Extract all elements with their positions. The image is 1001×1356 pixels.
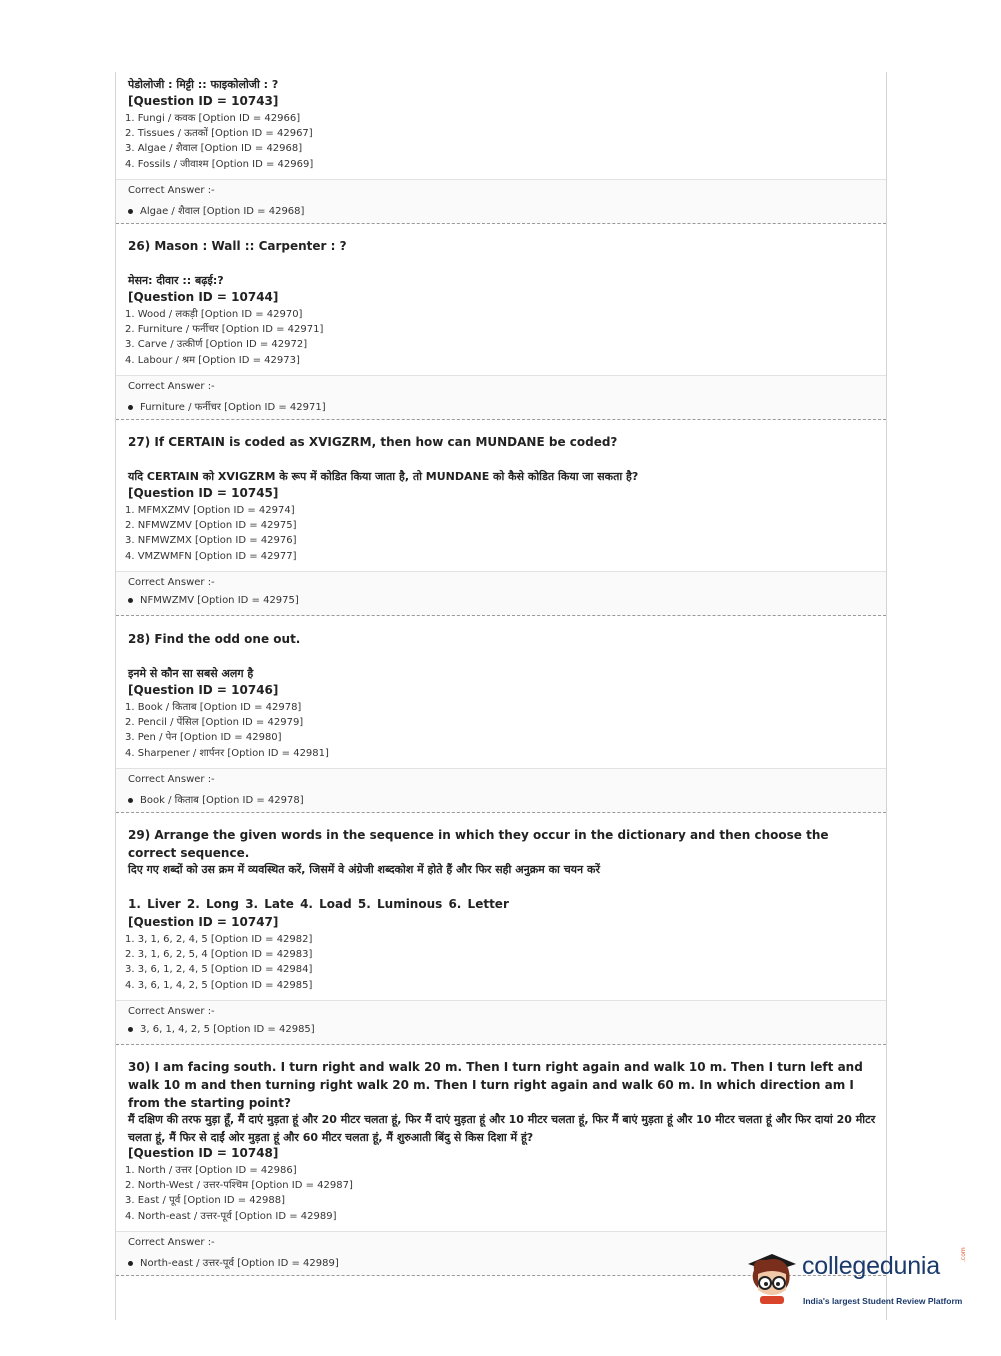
correct-answer-value: NFMWZMV [Option ID = 42975]: [128, 595, 299, 606]
correct-answer-label: Correct Answer :-: [128, 185, 215, 196]
correct-answer-box: [116, 375, 886, 420]
bullet-icon: [128, 798, 133, 803]
correct-answer-box: [116, 179, 886, 224]
question-english: 28) Find the odd one out.: [128, 632, 301, 646]
option-item: 3. East / पूर्व [Option ID = 42988]: [125, 1195, 285, 1207]
option-item: 1. North / उत्तर [Option ID = 42986]: [125, 1165, 297, 1176]
question-hindi: मेसन: दीवार :: बढ़ई:?: [128, 274, 224, 287]
option-item: 4. Fossils / जीवाश्म [Option ID = 42969]: [125, 158, 314, 170]
correct-answer-box: [116, 1000, 886, 1045]
bullet-icon: [128, 1261, 133, 1266]
correct-answer-value: 3, 6, 1, 4, 2, 5 [Option ID = 42985]: [128, 1024, 315, 1035]
option-item: 3. Algae / शैवाल [Option ID = 42968]: [125, 143, 303, 155]
mascot-icon: [742, 1250, 802, 1310]
option-item: 4. VMZWMFN [Option ID = 42977]: [125, 550, 297, 562]
options-list: [125, 932, 312, 993]
brand-suffix: .com: [960, 1247, 967, 1262]
question-english: 26) Mason : Wall :: Carpenter : ?: [128, 239, 347, 253]
correct-answer-label: Correct Answer :-: [128, 774, 215, 785]
section-divider: [116, 812, 886, 813]
question-hindi: मैं दक्षिण की तरफ मुड़ा हूँ, मैं दाएं मुड़ता हूं और 20 मीटर चलता हूं, फिर मैं दाएं मुड़ता हूं और 10 मीटर चलता हूं, फिर मैं बाएं मुड़ता हूं और 10 मीटर चलता हूं और फिर दायां 20 मीटर चलता हूं, मैं फिर से दाईं ओर मुड़ता हूं और 60 मीटर चलता हूं, मैं शुरुआती बिंदु से किस दिशा में हूं?: [128, 1113, 876, 1144]
question-english: 29) Arrange the given words in the sequence in which they occur in the dictionary and then choose the correct sequence.: [128, 828, 829, 860]
question-hindi: यदि CERTAIN को XVIGZRM के रूप में कोडित किया जाता है, तो MUNDANE को कैसे कोडित किया जा सकता है?: [128, 470, 639, 483]
correct-answer-value: Book / किताब [Option ID = 42978]: [128, 792, 304, 806]
options-list: [125, 503, 297, 564]
options-list: [125, 307, 323, 368]
question-id: [Question ID = 10746]: [128, 683, 279, 697]
correct-answer-value: Algae / शैवाल [Option ID = 42968]: [128, 203, 304, 217]
correct-answer-value: North-east / उत्तर-पूर्व [Option ID = 42989]: [128, 1255, 339, 1269]
question-hindi: इनमे से कौन सा सबसे अलग है: [128, 667, 254, 680]
bullet-icon: [128, 1027, 133, 1032]
option-item: 2. NFMWZMV [Option ID = 42975]: [125, 520, 297, 532]
option-item: 1. Wood / लकड़ी [Option ID = 42970]: [125, 309, 303, 320]
section-divider: [116, 419, 886, 420]
section-divider: [116, 223, 886, 224]
option-item: 2. Tissues / ऊतकों [Option ID = 42967]: [125, 128, 313, 140]
question-english: 30) I am facing south. I turn right and walk 20 m. Then I turn right again and walk 10 m. Then I turn left and walk 10 m and then turning right walk 20 m. Then I turn right again and walk 60 m. In which direction am I from the starting point?: [128, 1060, 863, 1110]
question-english: 27) If CERTAIN is coded as XVIGZRM, then how can MUNDANE be coded?: [128, 435, 618, 449]
option-item: 2. Pencil / पेंसिल [Option ID = 42979]: [125, 717, 304, 729]
collegedunia-logo: [742, 1247, 972, 1312]
question-id: [Question ID = 10748]: [128, 1146, 279, 1160]
option-item: 2. 3, 1, 6, 2, 5, 4 [Option ID = 42983]: [125, 949, 313, 961]
option-item: 1. Fungi / कवक [Option ID = 42966]: [125, 113, 301, 124]
word-list: 1. Liver 2. Long 3. Late 4. Load 5. Luminous 6. Letter: [128, 897, 509, 911]
option-item: 4. 3, 6, 1, 4, 2, 5 [Option ID = 42985]: [125, 979, 313, 991]
correct-answer-label: Correct Answer :-: [128, 577, 215, 588]
option-item: 3. Carve / उत्कीर्ण [Option ID = 42972]: [125, 339, 308, 351]
section-divider: [116, 1044, 886, 1045]
option-item: 3. 3, 6, 1, 2, 4, 5 [Option ID = 42984]: [125, 964, 313, 976]
option-item: 1. MFMXZMV [Option ID = 42974]: [125, 505, 295, 516]
question-hindi: पेडोलोजी : मिट्टी :: फाइकोलोजी : ?: [128, 78, 279, 91]
option-item: 3. NFMWZMX [Option ID = 42976]: [125, 535, 297, 547]
brand-name: collegedunia: [802, 1252, 940, 1280]
correct-answer-box: [116, 768, 886, 813]
bullet-icon: [128, 209, 133, 214]
question-hindi: दिए गए शब्दों को उस क्रम में व्यवस्थित करें, जिसमें वे अंग्रेजी शब्दकोश में होते हैं और फिर सही अनुक्रम का चयन करें: [128, 863, 600, 876]
question-id: [Question ID = 10747]: [128, 915, 279, 929]
option-item: 4. North-east / उत्तर-पूर्व [Option ID = 42989]: [125, 1210, 337, 1222]
correct-answer-label: Correct Answer :-: [128, 381, 215, 392]
option-item: 1. 3, 1, 6, 2, 4, 5 [Option ID = 42982]: [125, 934, 313, 945]
option-item: 1. Book / किताब [Option ID = 42978]: [125, 702, 302, 713]
correct-answer-label: Correct Answer :-: [128, 1006, 215, 1017]
option-item: 4. Sharpener / शार्पनर [Option ID = 42981]: [125, 747, 329, 759]
bullet-icon: [128, 598, 133, 603]
question-id: [Question ID = 10743]: [128, 94, 279, 108]
options-list: [125, 1163, 353, 1224]
brand-tagline: India's largest Student Review Platform: [803, 1296, 963, 1306]
option-item: 3. Pen / पेन [Option ID = 42980]: [125, 732, 282, 744]
bullet-icon: [128, 405, 133, 410]
question-id: [Question ID = 10744]: [128, 290, 279, 304]
option-item: 2. Furniture / फर्नीचर [Option ID = 42971]: [125, 324, 324, 336]
section-divider: [116, 615, 886, 616]
correct-answer-box: [116, 571, 886, 616]
options-list: [125, 700, 329, 761]
option-item: 2. North-West / उत्तर-पश्चिम [Option ID = 42987]: [125, 1180, 353, 1192]
document-page: [115, 72, 887, 1320]
options-list: [125, 111, 313, 172]
option-item: 4. Labour / श्रम [Option ID = 42973]: [125, 354, 300, 366]
correct-answer-value: Furniture / फर्नीचर [Option ID = 42971]: [128, 399, 326, 413]
question-id: [Question ID = 10745]: [128, 486, 279, 500]
correct-answer-label: Correct Answer :-: [128, 1237, 215, 1248]
